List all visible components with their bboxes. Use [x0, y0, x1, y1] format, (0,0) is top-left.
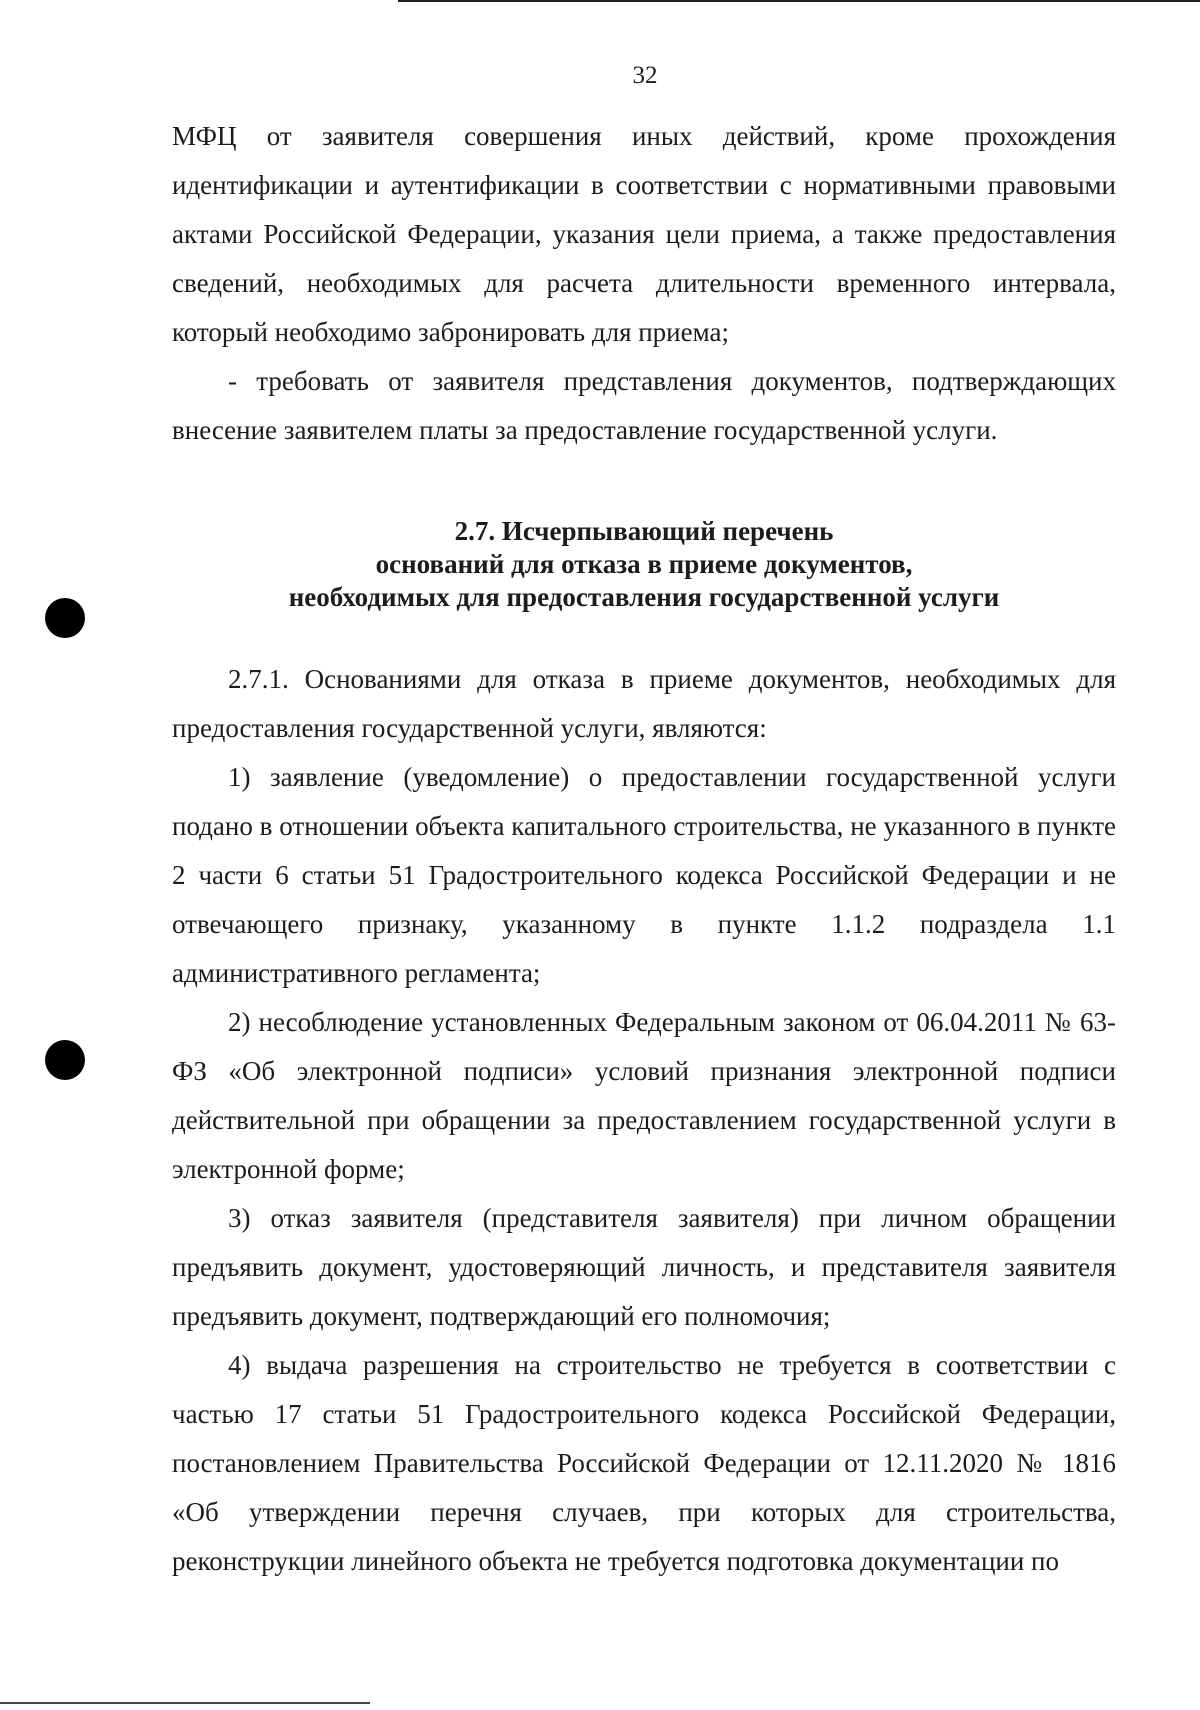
paragraph-continuation: МФЦ от заявителя совершения иных действий, кроме прохождения идентификации и аутентификации в соответствии с нормативными правовыми актами Российской Федерации, указания цели приема, а также предоставления сведений, необходимых для расчета длительности временного интервала, который необходимо забронировать для приема; [172, 121, 1116, 347]
section-body [172, 655, 1116, 1586]
paragraph-2-7-1: 2.7.1. Основаниями для отказа в приеме документов, необходимых для предоставления государственной услуги, являются: [172, 664, 1116, 743]
list-item-2: 2) несоблюдение установленных Федеральным законом от 06.04.2011 № 63-ФЗ «Об электронной подписи» условий признания электронной подписи действительной при обращении за предоставлением государственной услуги в электронной форме; [172, 1007, 1116, 1184]
scan-edge-line-bottom [0, 1702, 370, 1704]
intro-text [172, 112, 1116, 455]
list-item-3: 3) отказ заявителя (представителя заявителя) при личном обращении предъявить документ, удостоверяющий личность, и представителя заявителя предъявить документ, подтверждающий его полномочия; [172, 1203, 1116, 1331]
section-heading-line: оснований для отказа в приеме документов, [375, 549, 913, 579]
list-item-4: 4) выдача разрешения на строительство не требуется в соответствии с частью 17 статьи 51 Градостроительного кодекса Российской Федерации, постановлением Правительства Российской Федерации от 12.11.2020 № 1816 «Об утверждении перечня случаев, при которых для строительства, реконструкции линейного объекта не требуется подготовка документации по [172, 1350, 1116, 1576]
paragraph-payment-requirement: - требовать от заявителя представления документов, подтверждающих внесение заявителем платы за предоставление государственной услуги. [172, 366, 1116, 445]
list-item-1: 1) заявление (уведомление) о предоставлении государственной услуги подано в отношении объекта капитального строительства, не указанного в пункте 2 части 6 статьи 51 Градостроительного кодекса Российской Федерации и не отвечающего признаку, указанному в пункте 1.1.2 подраздела 1.1 административного регламента; [172, 762, 1116, 988]
scan-edge-line-top [398, 0, 1200, 2]
punch-hole-mark [45, 598, 85, 638]
section-heading-line: 2.7. Исчерпывающий перечень [454, 516, 834, 546]
page-number: 32 [632, 62, 658, 89]
section-heading-line: необходимых для предоставления государственной услуги [288, 582, 1000, 612]
section-heading [172, 515, 1116, 614]
punch-hole-mark [45, 1040, 85, 1080]
